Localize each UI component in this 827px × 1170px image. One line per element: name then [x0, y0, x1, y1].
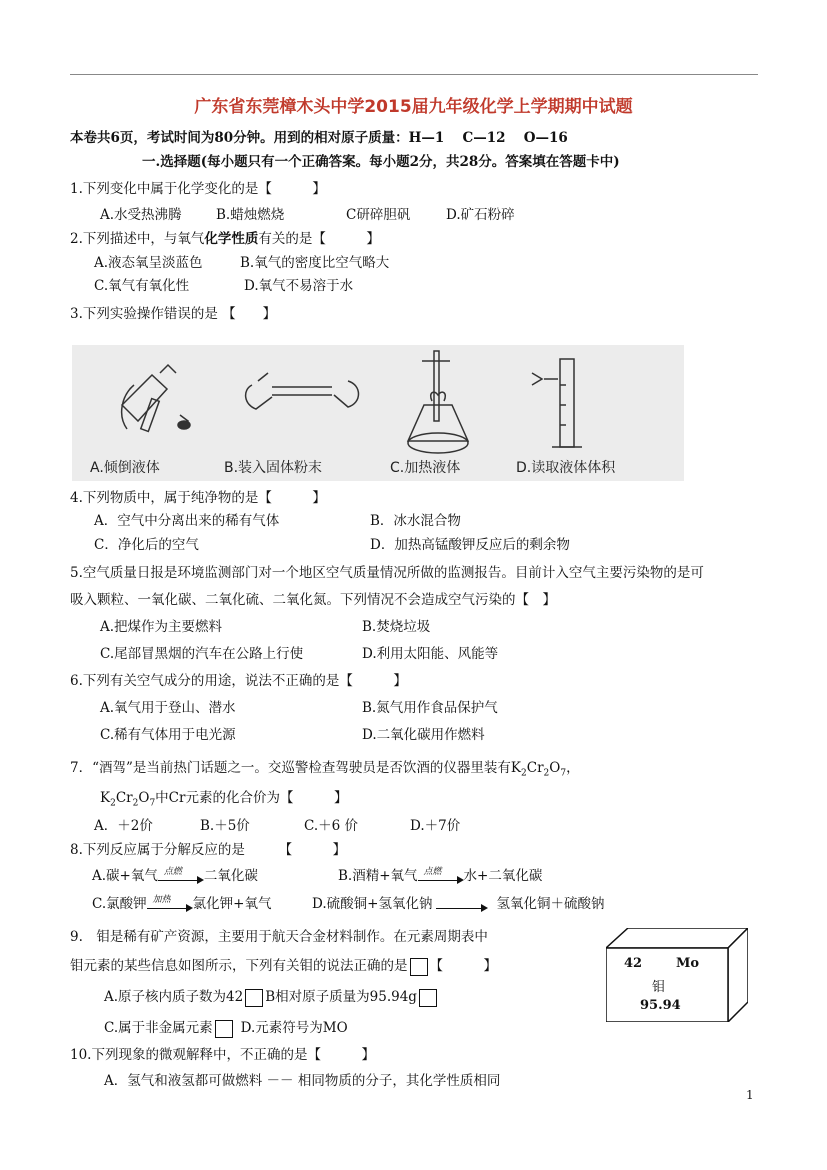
q4-option-c: C．净化后的空气 [94, 537, 199, 553]
q6-option-d: D.二氧化碳用作燃料 [362, 727, 485, 743]
element-name: 钼 [652, 980, 666, 995]
figure-caption-d: D.读取液体体积 [516, 460, 616, 476]
figure-caption-b: B.装入固体粉末 [224, 460, 323, 476]
q2-option-b: B.氧气的密度比空气略大 [240, 255, 390, 271]
q1-option-b: B.蜡烛燃烧 [216, 207, 285, 223]
q9-stem-line2: 钼元素的某些信息如图所示，下列有关钼的说法正确的是 【 】 [70, 958, 497, 974]
q7-stem-line1: 7．“酒驾”是当前热门话题之一。交巡警检查驾驶员是否饮酒的仪器里装有$K_2Cr_2O_7$， [70, 760, 580, 779]
q5-stem-line2: 吸入颗粒、一氧化碳、二氧化硫、二氧化氮。下列情况不会造成空气污染的【 】 [70, 592, 556, 608]
q4-stem: 4.下列物质中，属于纯净物的是【 】 [70, 490, 326, 506]
q9-option-a-b: A.原子核内质子数为42 B相对原子质量为95.94g [104, 985, 439, 1007]
q5-option-c: C.尾部冒黑烟的汽车在公路上行使 [100, 646, 304, 662]
q8-option-c: C.氯酸钾 加热 氯化钾+氧气 [92, 894, 272, 912]
q1-option-c: C研碎胆矾 [346, 207, 411, 223]
q7-option-c: C.＋6 价 [304, 818, 359, 834]
q3-stem: 3.下列实验操作错误的是 【 】 [70, 306, 277, 322]
q4-option-d: D．加热高锰酸钾反应后的剩余物 [370, 537, 570, 553]
q4-option-a: A．空气中分离出来的稀有气体 [94, 513, 280, 529]
q4-option-b: B．冰水混合物 [370, 513, 461, 529]
page-title: 广东省东莞樟木头中学2015届九年级化学上学期期中试题 [194, 97, 633, 117]
q7-stem-line2: $K_2Cr_2O_7$中Cr元素的化合价为【 】 [100, 790, 348, 809]
element-mass: 95.94 [640, 998, 681, 1013]
q5-option-a: A.把煤作为主要燃料 [100, 619, 223, 635]
q10-option-a: A．氢气和液氢都可做燃料 －－ 相同物质的分子，其化学性质相同 [104, 1073, 501, 1089]
q10-stem: 10.下列现象的微观解释中，不正确的是【 】 [70, 1047, 375, 1063]
q6-option-a: A.氧气用于登山、潜水 [100, 700, 236, 716]
intro-text: 本卷共6页，考试时间为80分钟。用到的相对原子质量：H—1 C—12 O—16 [70, 130, 568, 146]
pouring-liquid-drawing [122, 365, 190, 431]
q9-stem-line1: 9. 钼是稀有矿产资源，主要用于航天合金材料制作。在元素周期表中 [70, 929, 488, 945]
q8-option-d: D.硫酸铜+氢氧化钠 氢氧化铜＋硫酸钠 [312, 896, 605, 912]
q5-stem-line1: 5.空气质量日报是环境监测部门对一个地区空气质量情况所做的监测报告。目前计入空气主要污染物的是可 [70, 565, 704, 581]
q8-option-b: B.酒精+氧气 点燃 水+二氧化碳 [338, 866, 543, 884]
page-number: 1 [746, 1088, 754, 1102]
q2-option-a: A.液态氧呈淡蓝色 [94, 255, 203, 271]
element-number: 42 [624, 956, 643, 971]
figure-caption-c: C.加热液体 [390, 460, 461, 476]
q9-option-c-d: C.属于非金属元素 D.元素符号为MO [104, 1020, 348, 1036]
top-rule [70, 74, 758, 75]
q6-option-b: B.氮气用作食品保护气 [362, 700, 498, 716]
heating-liquid-drawing [408, 351, 468, 453]
q6-option-c: C.稀有气体用于电光源 [100, 727, 236, 743]
loading-powder-drawing [246, 373, 359, 409]
q2-option-c: C.氧气有氧化性 [94, 278, 190, 294]
element-symbol: Mo [676, 956, 700, 971]
q6-stem: 6.下列有关空气成分的用途，说法不正确的是【 】 [70, 673, 407, 689]
q5-option-d: D.利用太阳能、风能等 [362, 646, 499, 662]
q2-option-d: D.氧气不易溶于水 [244, 278, 354, 294]
reading-cylinder-drawing [532, 359, 582, 447]
q8-stem: 8.下列反应属于分解反应的是 【 】 [70, 842, 347, 858]
q7-option-a: A．＋2价 [94, 818, 153, 834]
q7-option-b: B.＋5价 [200, 818, 250, 834]
q7-option-d: D.＋7价 [410, 818, 461, 834]
q5-option-b: B.焚烧垃圾 [362, 619, 431, 635]
q8-option-a: A.碳+氧气 点燃 二氧化碳 [92, 866, 258, 884]
molybdenum-element-box [606, 928, 748, 1022]
q2-stem: 2.下列描述中，与氧气化学性质有关的是【 】 [70, 231, 380, 247]
figure-caption-a: A.倾倒液体 [90, 460, 160, 476]
q1-stem: 1.下列变化中属于化学变化的是【 】 [70, 181, 326, 197]
section-heading: 一.选择题(每小题只有一个正确答案。每小题2分，共28分。答案填在答题卡中) [142, 154, 620, 170]
lab-operations-figure [72, 345, 684, 481]
q1-option-d: D.矿石粉碎 [446, 207, 515, 223]
q1-option-a: A.水受热沸腾 [100, 207, 182, 223]
